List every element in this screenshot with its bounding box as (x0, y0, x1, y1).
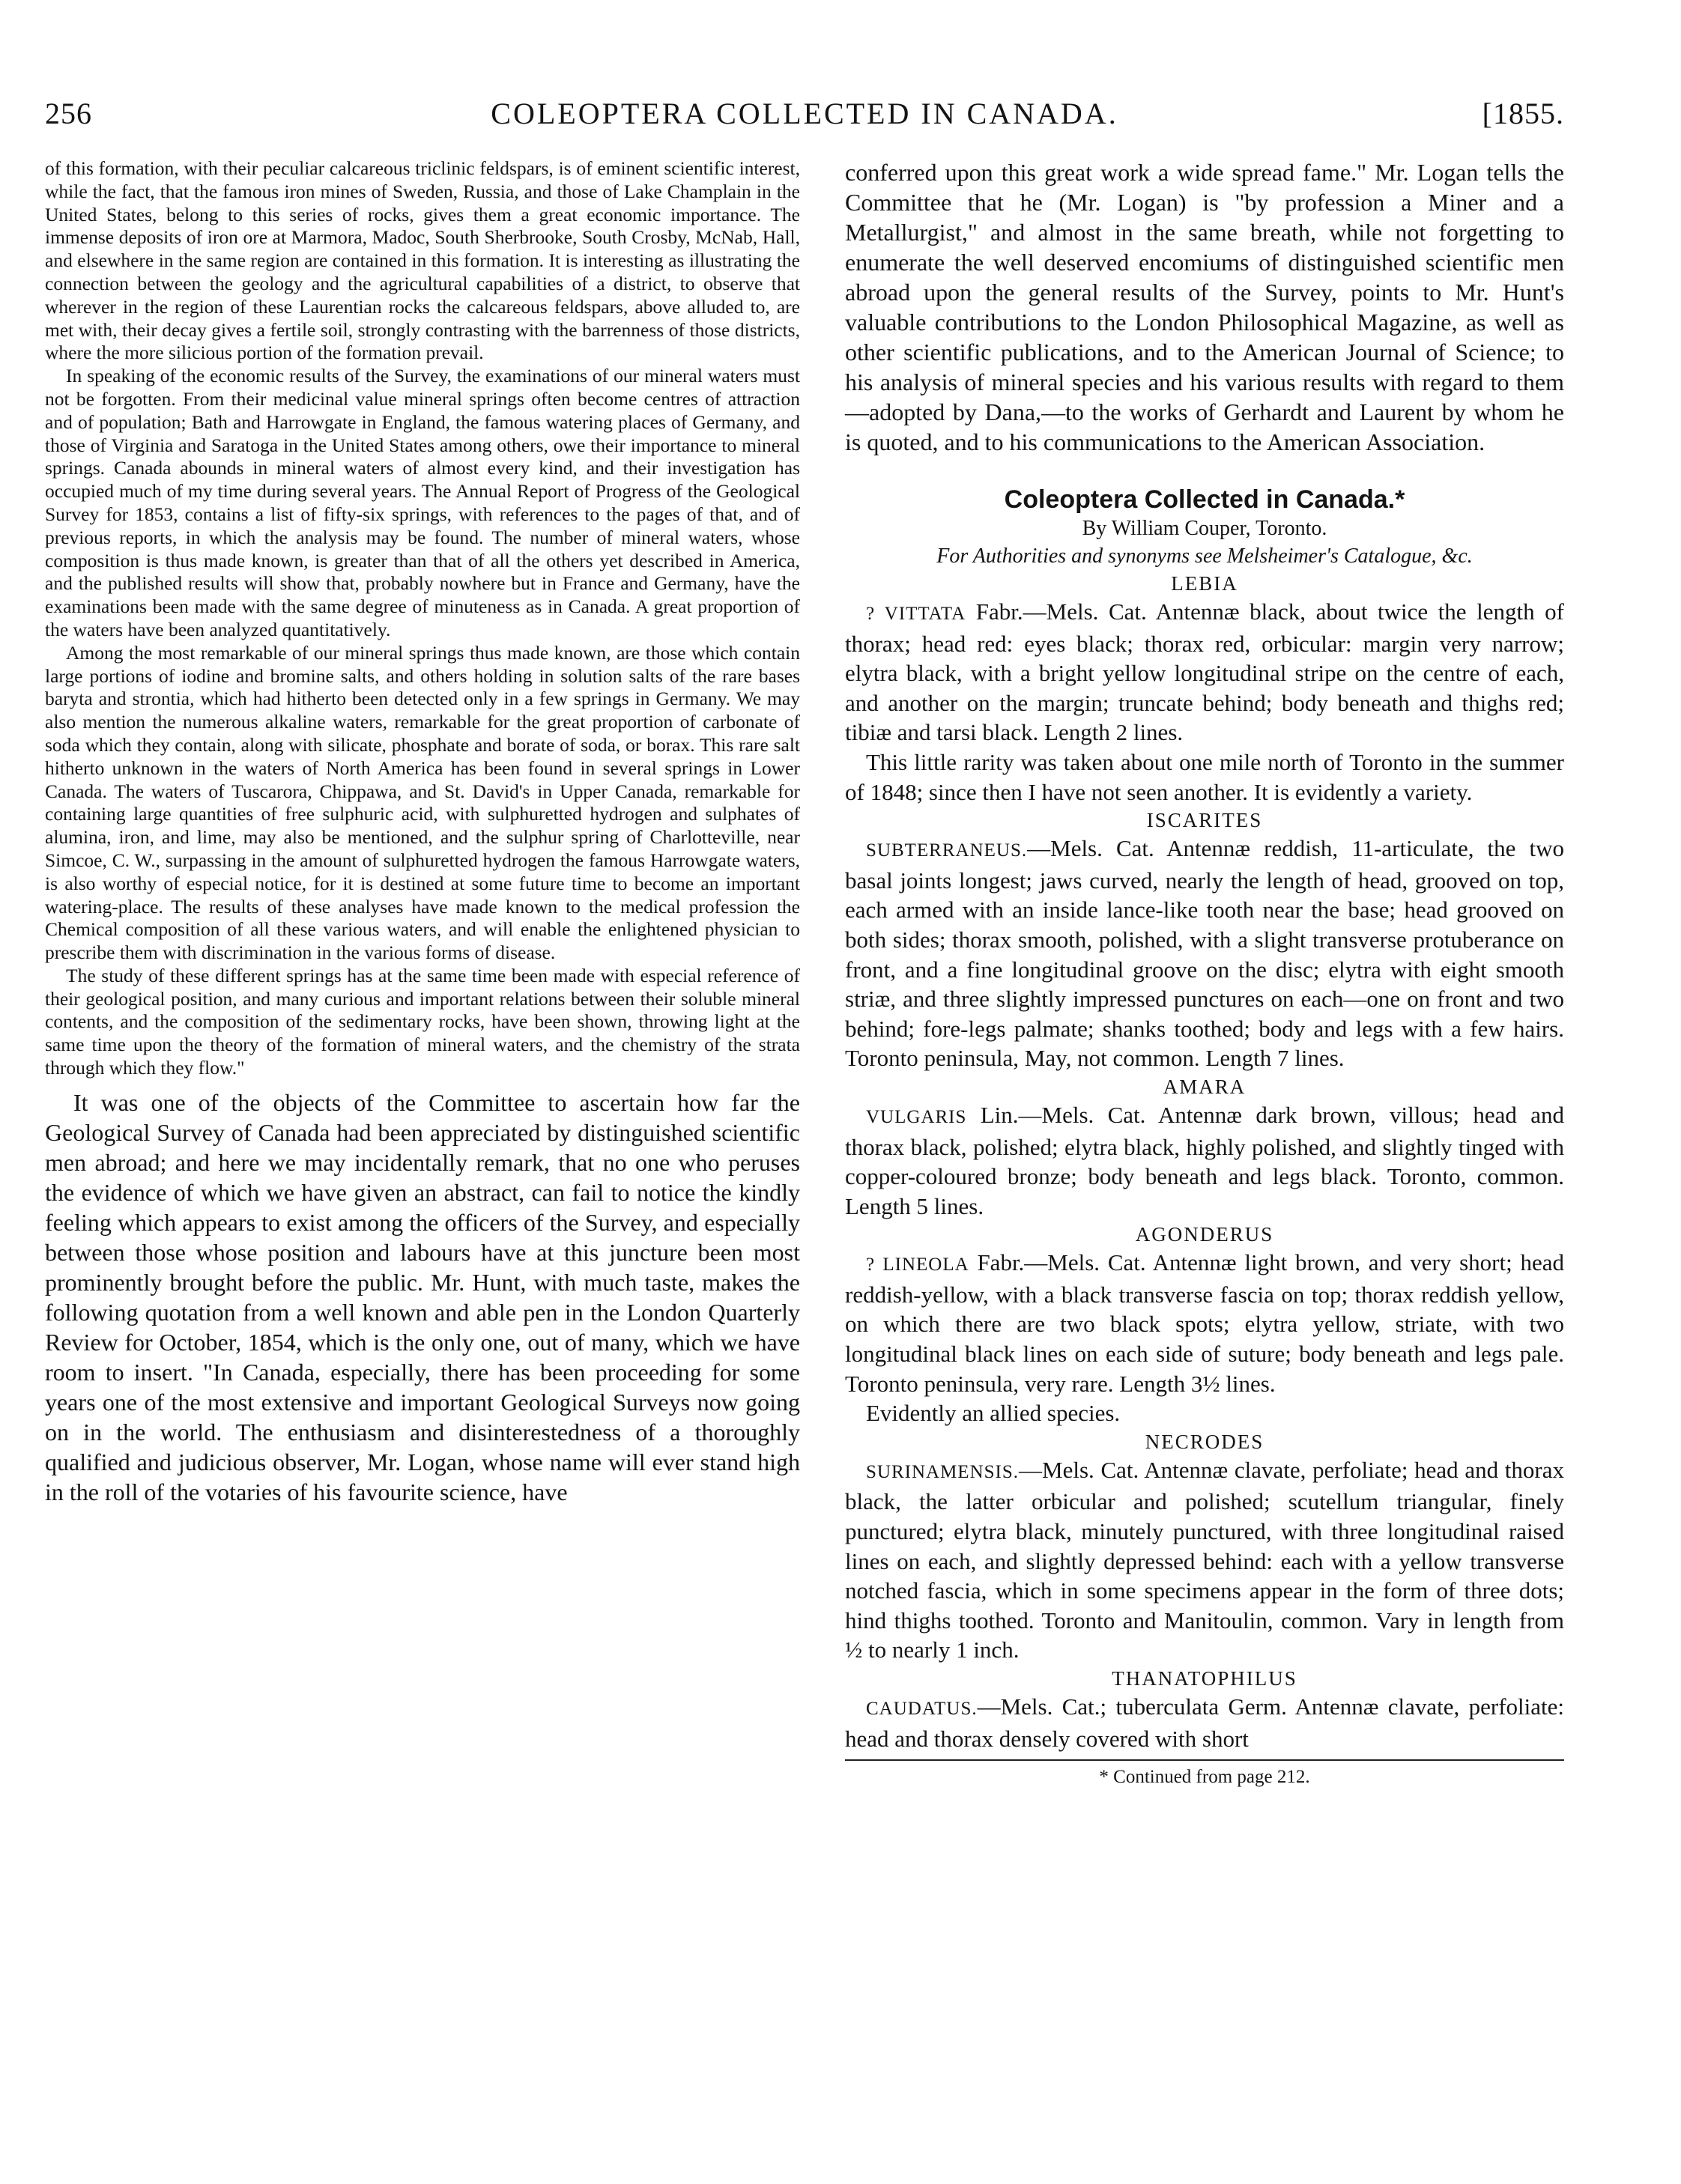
species-entry (845, 597, 1564, 747)
species-entry (845, 1100, 1564, 1221)
paragraph-continuation: conferred upon this great work a wide spread fame." Mr. Logan tells the Committee that he (Mr. Logan) is "by profession a Miner and a Metallurgist," and almost in the same breath, while not forgetting to enumerate the well deserved encomiums of distinguished scientific men abroad upon the general results of the Survey, points to Mr. Hunt's valuable contributions to the London Philosophical Magazine, as well as other scientific publications, and to the American Journal of Science; to his analysis of mineral species and his various results with regard to them—adopted by Dana,—to the works of Gerhardt and Laurent by whom he is quoted, and to his communications to the American Association. (845, 159, 1564, 455)
paragraph-committee: It was one of the objects of the Committee to ascertain how far the Geological Survey of Canada had been appreciated by distinguished scientific men abroad; and here we may incidentally remark, that no one who peruses the evidence of which we have given an abstract, can fail to notice the kindly feeling which appears to exist among the officers of the Survey, and especially between those whose position and labours have at this juncture been most prominently brought before the public. Mr. Hunt, with much taste, makes the following quotation from a well known and able pen in the London Quarterly Review for October, 1854, which is the only one, out of many, which we have room to insert. "In Canada, especially, there has been proceeding for some years one of the most extensive and important Geological Surveys now going on in the world. The enthusiasm and disinterestedness of a thoroughly qualified and judicious observer, Mr. Logan, whose name will ever stand high in the roll of the votaries of his favourite science, have (45, 1088, 800, 1505)
paragraph-formation: of this formation, with their peculiar calcareous triclinic feldspars, is of eminent scientific interest, while the fact, that the famous iron mines of Sweden, Russia, and those of Lake Champlain in the United States, belong to this series of rocks, gives them a great economic importance. The immense deposits of iron ore at Marmora, Madoc, South Sherbrooke, South Crosby, McNab, Hall, and elsewhere in the same region are contained in this formation. It is interesting as illustrating the connection between the geology and the agricultural capabilities of a district, to observe that wherever in the region of these Laurentian rocks the calcareous feldspars, above alluded to, are met with, their decay gives a fertile soil, strongly contrasting with the barrenness of those districts, where the more silicious portion of the formation prevail. (45, 157, 800, 364)
genus-heading: ISCARITES (1146, 809, 1263, 832)
species-list (845, 570, 1564, 1753)
species-name: ? LINEOLA (866, 1255, 969, 1275)
species-entry (845, 1692, 1564, 1753)
species-description: —Mels. Cat. Antennæ reddish, 11-articulate, the two basal joints longest; jaws curved, nearly the length of head, grooved on top, each armed with an inside lance-like tooth near the base; head grooved on both sides; thorax smooth, polished, with a slight transverse protuberance on front, and a fine longitudinal groove on the disc; elytra with eight smooth striæ, and three slightly impressed punctures on each—one on front and two behind; fore-legs palmate; shanks toothed; body and legs with a few hairs. Toronto peninsula, May, not common. Length 7 lines. (845, 835, 1564, 1072)
genus-heading: THANATOPHILUS (1112, 1667, 1297, 1690)
volume-year: [1855. (1482, 97, 1564, 130)
paragraph-mineral-waters: In speaking of the economic results of the Survey, the examinations of our mineral waters must not be forgotten. From their medicinal value mineral springs often become centres of attraction and of population; Bath and Harrowgate in England, the famous watering places of Germany, and those of Virginia and Saratoga in the United States among others, owe their importance to mineral springs. Canada abounds in mineral waters of almost every kind, and their investigation has occupied much of my time during several years. The Annual Report of Progress of the Geological Survey for 1853, contains a list of fifty-six springs, with references to the pages of that, and of previous reports, in which the analysis may be found. The number of mineral waters, whose composition is thus made known, is greater than that of all the others yet described in America, and the published results will show that, probably nowhere but in France and Germany, have the examinations been made with the same degree of minuteness as in Canada. A great proportion of the waters have been analyzed quantitatively. (45, 365, 800, 640)
species-entry (845, 1455, 1564, 1665)
species-name: SURINAMENSIS. (866, 1461, 1020, 1482)
species-name: SUBTERRANEUS. (866, 840, 1028, 861)
right-column (845, 157, 1564, 1789)
species-description: Lin.—Mels. Cat. Antennæ dark brown, villous; head and thorax black, polished; elytra black, highly polished, and slightly tinged with copper-coloured bronze; body beneath and legs black. Toronto, common. Length 5 lines. (845, 1101, 1564, 1219)
species-entry (845, 834, 1564, 1073)
species-description: —Mels. Cat. Antennæ clavate, perfoliate; head and thorax black, the latter orbicular and polished; scutellum triangular, finely punctured; elytra black, minutely punctured, with three longitudinal raised lines on each, and slightly depressed behind: each with a yellow transverse notched fascia, which in some specimens appear in the form of three dots; hind thighs toothed. Toronto and Manitoulin, common. Vary in length from ½ to nearly 1 inch. (845, 1456, 1564, 1663)
species-name: VULGARIS (866, 1106, 967, 1127)
article-byline: By William Couper, Toronto. (1082, 517, 1327, 540)
authorities-note: For Authorities and synonyms see Melsheimer's Catalogue, &c. (936, 545, 1473, 568)
species-note: This little rarity was taken about one mile north of Toronto in the summer of 1848; since then I have not seen another. It is evidently a variety. (845, 748, 1564, 805)
running-title: COLEOPTERA COLLECTED IN CANADA. (491, 97, 1118, 130)
species-name: CAUDATUS. (866, 1699, 978, 1719)
genus-heading: LEBIA (1171, 572, 1238, 595)
species-entry (845, 1248, 1564, 1398)
page-header (45, 96, 1564, 141)
paragraph-study-of-springs: The study of these different springs has at the same time been made with especial reference of their geological position, and many curious and important relations between their soluble mineral contents, and the composition of the sedimentary rocks, have been shown, throwing light at the same time upon the theory of the formation of mineral waters, and the chemistry of the strata through which they flow." (45, 964, 800, 1079)
paragraph-remarkable-springs: Among the most remarkable of our mineral springs thus made known, are those which contain large portions of iodine and bromine salts, and others holding in solution salts of the rare bases baryta and strontia, which had hitherto been detected only in a few springs in Germany. We may also mention the numerous alkaline waters, remarkable for the great proportion of carbonate of soda which they contain, along with silicate, phosphate and borate of soda, or borax. This rare salt hitherto unknown in the waters of North America has been found in several springs in Lower Canada. The waters of Tuscarora, Chippawa, and St. David's in Upper Canada, remarkable for containing large quantities of free sulphuric acid, with sulphuretted hydrogen and sulphates of alumina, iron, and lime, may also be mentioned, and the sulphur spring of Charlotteville, near Simcoe, C. W., surpassing in the amount of sulphuretted hydrogen the famous Harrowgate waters, is also worthy of especial notice, for it is destined at some future time to become an important watering-place. The results of these analyses have made known to the medical profession the Chemical composition of all these various waters, and will enable the enlightened physician to prescribe them with discrimination in the various forms of disease. (45, 641, 800, 964)
page-number: 256 (45, 97, 92, 130)
genus-heading: NECRODES (1145, 1430, 1264, 1453)
left-column (45, 157, 800, 1507)
species-description: Fabr.—Mels. Cat. Antennæ black, about twice the length of thorax; head red: eyes black; thorax red, orbicular: margin very narrow; elytra black, with a bright yellow longitudinal stripe on the centre of each, and another on the margin; truncate behind; body beneath and thighs red; tibiæ and tarsi black. Length 2 lines. (845, 598, 1564, 746)
footnote: * Continued from page 212. (1099, 1767, 1310, 1788)
species-description: Fabr.—Mels. Cat. Antennæ light brown, and very short; head reddish-yellow, with a black transverse fascia on top; thorax reddish yellow, on which there are two black spots; elytra yellow, striate, with two longitudinal black lines on each side of suture; body beneath and legs pale. Toronto peninsula, very rare. Length 3½ lines. (845, 1249, 1564, 1397)
article-title: Coleoptera Collected in Canada.* (1004, 485, 1405, 514)
footnote-rule (845, 1759, 1564, 1761)
species-note: Evidently an allied species. (866, 1400, 1121, 1427)
species-name: ? VITTATA (866, 604, 966, 624)
species-description: —Mels. Cat.; tuberculata Germ. Antennæ clavate, perfoliate: head and thorax densely covered with short (845, 1693, 1564, 1752)
genus-heading: AMARA (1163, 1075, 1247, 1098)
genus-heading: AGONDERUS (1135, 1223, 1274, 1246)
